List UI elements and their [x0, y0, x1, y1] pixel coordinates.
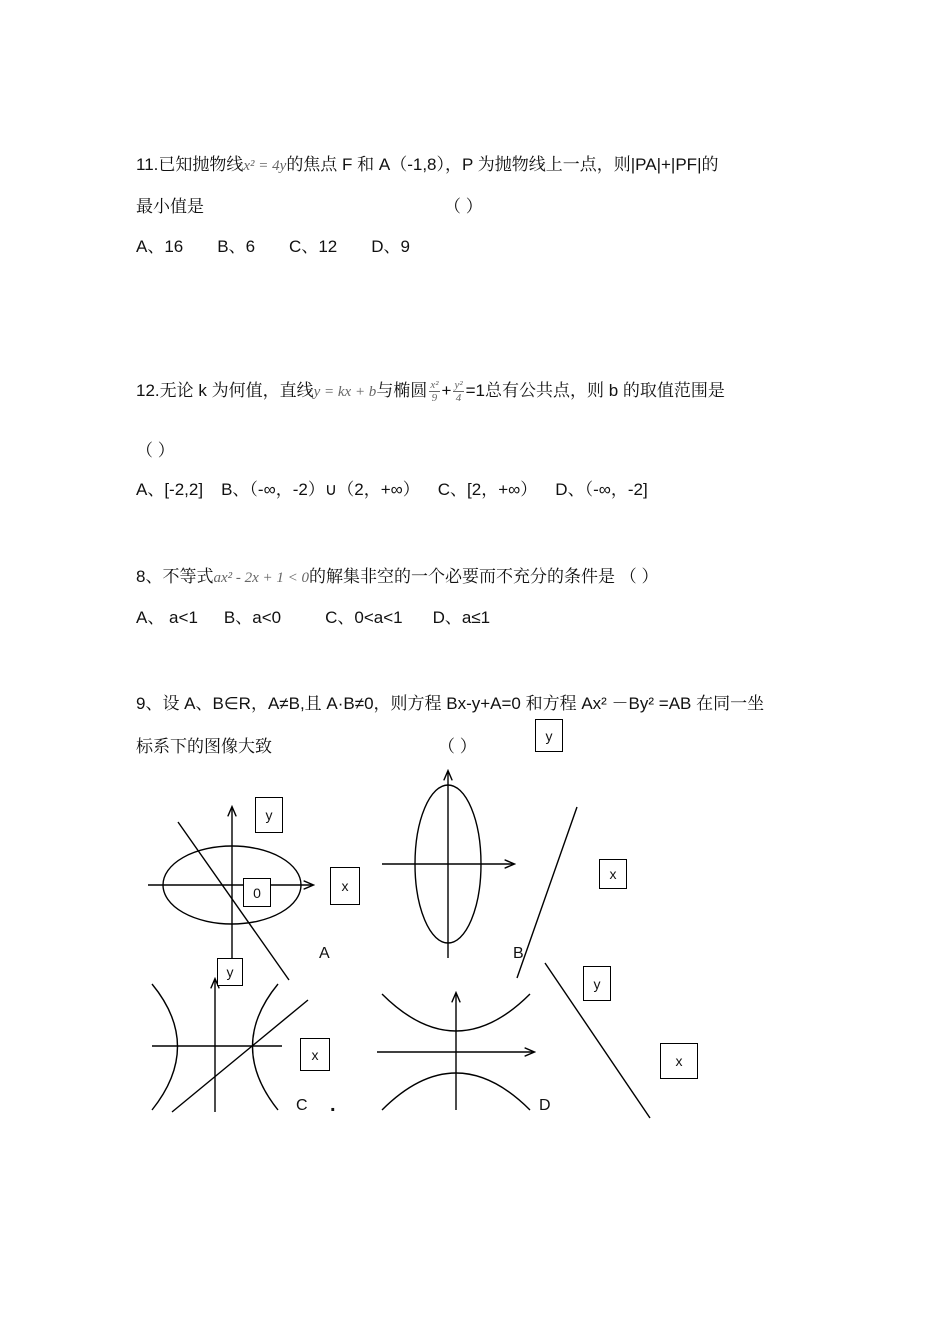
q11-suffix: 的焦点 F 和 A（-1,8），P 为抛物线上一点，则|PA|+|PF|的	[286, 155, 719, 174]
q12-plus: +	[441, 381, 452, 400]
fig-label-d: D	[539, 1097, 551, 1114]
q9-text2: 标系下的图像大致	[136, 737, 272, 756]
fig-label-a: A	[319, 945, 330, 962]
q12-option-b: B、（-∞，-2）∪（2，+∞）	[221, 480, 420, 499]
box-x-d: x	[660, 1043, 698, 1079]
q12-mid: 与椭圆	[376, 381, 428, 400]
q8-option-a: A、 a<1	[136, 608, 198, 627]
fig-c-hyperbola-left	[152, 984, 178, 1110]
q9-text1: 9、设 A、B∈R，A≠B,且 A·B≠0，则方程 Bx-y+A=0 和方程 Ax² －By² =AB 在同一坐	[136, 694, 765, 713]
box-x-a: x	[330, 867, 360, 905]
box-x-b: x	[599, 859, 627, 889]
q12-suffix: 总有公共点，则 b 的取值范围是	[485, 381, 725, 400]
q12-option-c: C、[2，+∞）	[437, 480, 538, 499]
q8-math: ax² - 2x + 1 < 0	[213, 570, 310, 586]
q11-option-c: C、12	[289, 237, 338, 256]
q11-prefix: 11.已知抛物线	[136, 155, 244, 174]
box-y-d: y	[583, 966, 611, 1001]
q11-option-b: B、6	[217, 237, 256, 256]
q8-suffix: 的解集非空的一个必要而不充分的条件是 （ ）	[309, 567, 659, 586]
fig-b-line	[517, 807, 577, 978]
q12-frac-x: $\frac{\text{x²}}{9}$	[430, 379, 439, 405]
q8-option-b: B、a<0	[223, 608, 282, 627]
q12-option-a: A、[-2,2]	[136, 480, 204, 499]
box-x-c: x	[300, 1038, 330, 1071]
fig-c-hyperbola-right	[253, 984, 279, 1110]
fig-c-line	[172, 1000, 308, 1112]
q12-eq: =1	[465, 381, 486, 400]
q8-option-d: D、a≤1	[432, 608, 491, 627]
q8-option-c: C、0<a<1	[325, 608, 403, 627]
q12-math: y = kx + b	[313, 384, 377, 400]
box-origin-a: 0	[243, 878, 271, 907]
box-y-a: y	[255, 797, 283, 833]
box-y-c: y	[217, 958, 243, 986]
q11-bracket: （ ）	[444, 197, 483, 216]
q12-bracket: （ ）	[136, 441, 175, 460]
q12-option-d: D、（-∞，-2]	[555, 480, 648, 499]
q11-option-a: A、16	[136, 237, 184, 256]
fig-label-dot: .	[330, 1094, 336, 1116]
q9-bracket: （ ）	[438, 737, 477, 756]
q11-math: x² = 4y	[243, 158, 287, 174]
box-y-top: y	[535, 719, 563, 752]
q11-line2-text: 最小值是	[136, 197, 204, 216]
fig-label-c: C	[296, 1097, 308, 1114]
fig-label-b: B	[513, 945, 524, 962]
q8-prefix: 8、不等式	[136, 567, 214, 586]
q11-option-d: D、9	[371, 237, 410, 256]
q12-prefix: 12.无论 k 为何值，直线	[136, 381, 314, 400]
q12-frac-y: $\frac{\text{y²}}{4}$	[454, 379, 463, 405]
